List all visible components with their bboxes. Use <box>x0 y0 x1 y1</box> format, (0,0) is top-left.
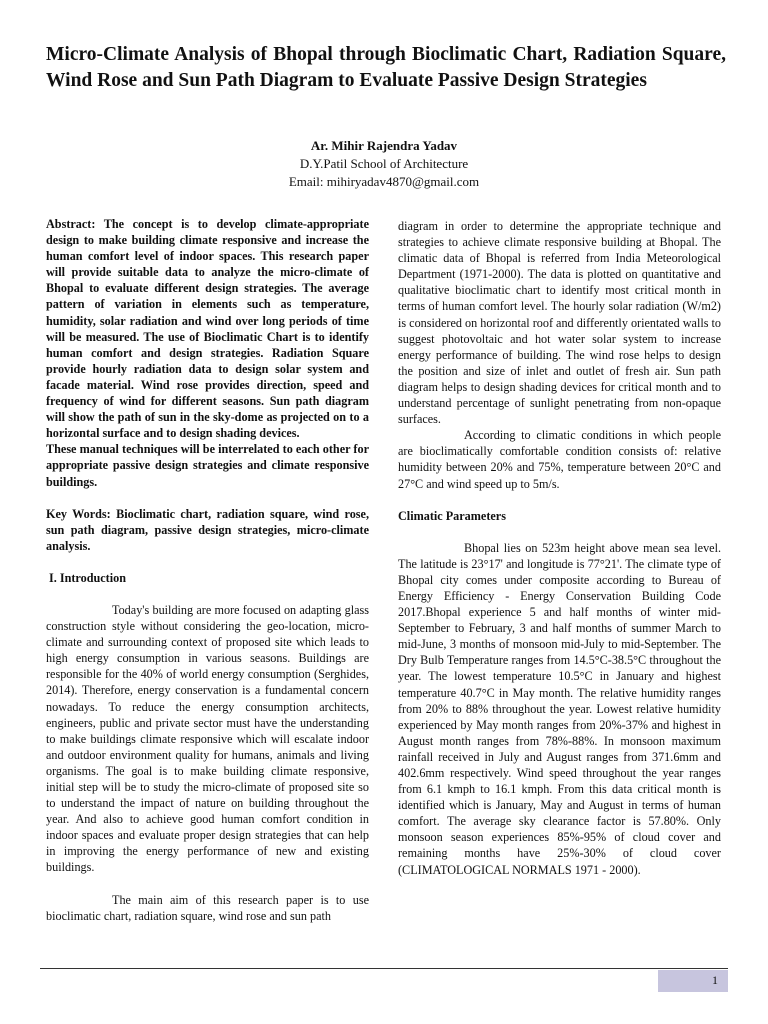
comfort-conditions-paragraph: According to climatic conditions in which people are bioclimatically comfortable condition consists of: relative humidity between 20% and 75%, temperature between 20°C and 27°C and wind speed up to 5m/s. <box>398 428 721 491</box>
page-number: 1 <box>712 973 718 987</box>
section-heading-introduction: I. Introduction <box>49 570 126 585</box>
introduction-paragraph-2: The main aim of this research paper is to use bioclimatic chart, radiation square, wind rose and sun path <box>46 892 369 923</box>
introduction-paragraph: Today's building are more focused on adapting glass construction style without considering the geo-location, micro-climate and surrounding context of proposed site which leads to high energy consumption in various seasons. Buildings are responsible for the 40% of world energy consumption (Serghides, 2014). Therefore, energy conservation is a fundamental concern nowadays. To reduce the energy consumption architects, engineers, public and private sector must have the understanding to make buildings climate responsive which will escalate indoor and outdoor environment quality for humans, animals and living organisms. The goal is to make building climate responsive, initial step will be to study the micro-climate of proposed site so to understand the impact of nature on building throughout the year. And also to achieve good human comfort condition in indoor spaces and evaluate proper design strategies that can help in improving the energy performance of new and existing buildings. <box>46 602 369 875</box>
author-email: Email: mihiryadav4870@gmail.com <box>288 174 480 189</box>
body-paragraph: diagram in order to determine the appropriate technique and strategies to achieve climate responsive building at Bhopal. The climatic data of Bhopal is referred from India Meteorological Department (1971-2000). The data is plotted on quantitative and qualitative bioclimatic chart to identify most critical month in terms of human comfort level. The hourly solar radiation (W/m2) is considered on horizontal roof and differently orientated walls to suggest photovoltaic and hot water solar system to increase energy performance of building. The wind rose helps to design the position and size of inlet and outlet of fresh air. Sun path diagram helps to design shading devices for critical month and to understand percentage of sunlight penetrating from non-opaque surfaces. <box>398 219 721 427</box>
section-heading-climatic-parameters: Climatic Parameters <box>398 508 506 523</box>
paper-title: Micro-Climate Analysis of Bhopal through Bioclimatic Chart, Radiation Square, Wind Rose and Sun Path Diagram to Evaluate Passive Design Strategies <box>46 44 726 91</box>
author-affiliation: D.Y.Patil School of Architecture <box>299 156 469 171</box>
keywords: Key Words: Bioclimatic chart, radiation square, wind rose, sun path diagram, passive design strategies, micro-climate analysis. <box>46 506 369 553</box>
page-number-box <box>658 970 728 992</box>
abstract-closing-paragraph: These manual techniques will be interrelated to each other for appropriate passive design strategies and climate responsive buildings. <box>46 442 369 489</box>
right-column <box>398 218 721 878</box>
author-name: Ar. Mihir Rajendra Yadav <box>310 138 458 153</box>
footer-rule <box>40 968 728 969</box>
author-block <box>0 137 768 191</box>
left-column <box>46 216 369 924</box>
abstract-paragraph: Abstract: The concept is to develop climate-appropriate design to make building climate responsive and increase the human comfort level of indoor spaces. This research paper will provide suitable data to analyze the micro-climate of Bhopal to evaluate different design strategies. The average pattern of variation in elements such as temperature, humidity, solar radiation and wind over long periods of time will be measured. The use of Bioclimatic Chart is to identify human comfort and design strategies. Radiation Square provide hourly radiation data to design solar system and facade material. Wind rose provides direction, speed and frequency of wind for different seasons. Sun path diagram will show the path of sun in the sky-dome as projected on to a horizontal surface and to design shading devices. <box>46 217 369 441</box>
climatic-parameters-paragraph: Bhopal lies on 523m height above mean sea level. The latitude is 23°17' and longitude is 77°21'. The climate type of Bhopal city comes under composite according to Bureau of Energy Efficiency - Energy Conservation Building Code 2017.Bhopal experience 5 and half months of winter mid-September to February, 3 and half months of summer March to mid-June, 3 months of monsoon mid-July to mid-September. The Dry Bulb Temperature ranges from 14.5°C-38.5°C throughout the year. The lowest temperature 10.5°C in January and highest temperature 40.7°C in May month. The relative humidity ranges from 20% to 88% throughout the year. Lowest relative humidity experienced by May month ranges from 20%-37% and highest in August month ranges from 78%-88%. In monsoon maximum rainfall received in July and August ranges from 371.6mm and 402.6mm respectively. Wind speed throughout the year ranges from 6.1 kmph to 16.1 kmph. From this data critical month is identified which is January, May and August in terms of human comfort. The average sky clearance factor is 57.80%. Only monsoon season experiences 85%-95% of cloud cover and remaining months have 25%-30% of cloud cover (CLIMATOLOGICAL NORMALS 1971 - 2000). <box>398 540 721 877</box>
